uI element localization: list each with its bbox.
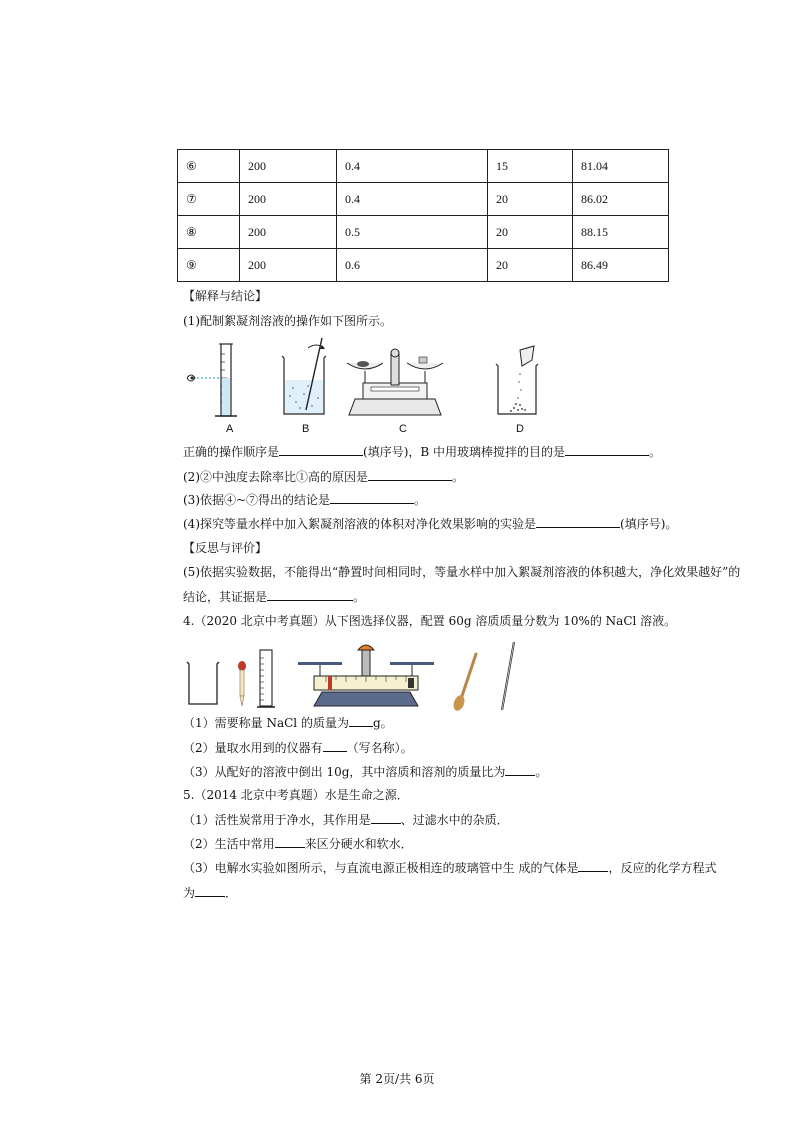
figure-label-b: B [302, 423, 310, 435]
p5-q3-text-b: ，反应的化学方程式 [608, 861, 717, 875]
p4-q3-blank [505, 763, 535, 776]
table-cell: 0.4 [337, 183, 488, 216]
section-heading-reflection: 【反思与评价】 [183, 541, 268, 555]
table-cell: ⑧ [178, 216, 240, 249]
p4-q3-text-a: （3）从配好的溶液中倒出 10g，其中溶质和溶剂的质量比为 [183, 765, 506, 779]
table-cell: 0.4 [337, 150, 488, 183]
p4-q1-line [183, 714, 393, 731]
table-cell: 200 [240, 249, 337, 282]
q5-blank [267, 588, 353, 601]
q5-text-b: 。 [353, 590, 366, 604]
instrument-graduated-cylinder [256, 648, 276, 710]
p5-q1-blank [371, 811, 401, 824]
table-row [178, 249, 669, 282]
q1-text-b: (填序号)，B 中用玻璃棒搅拌的目的是 [363, 445, 566, 459]
table-cell: 0.5 [337, 216, 488, 249]
table-cell: 86.49 [573, 249, 669, 282]
figure-b-beaker-stirring [278, 336, 338, 420]
q5-line2 [183, 588, 365, 605]
q1-text-a: 正确的操作顺序是 [183, 445, 280, 459]
table-row [178, 183, 669, 216]
table-cell: 86.02 [573, 183, 669, 216]
q3-blank [330, 491, 414, 504]
p4-q1-blank [349, 714, 373, 727]
q2-text-b: 。 [452, 470, 465, 484]
figure-label-d: D [516, 423, 524, 435]
p5-q1-text-b: 、过滤水中的杂质． [400, 813, 509, 827]
table-cell: 0.6 [337, 249, 488, 282]
p4-q1-text-b: g。 [372, 716, 393, 730]
q1-order-line [183, 443, 661, 460]
table-cell: 20 [488, 183, 573, 216]
q4-text-b: (填序号)。 [620, 517, 678, 531]
p4-q3-line [183, 763, 547, 780]
section-heading-conclusion: 【解释与结论】 [183, 289, 268, 303]
table-cell: 15 [488, 150, 573, 183]
table-cell: 20 [488, 249, 573, 282]
table-cell: 200 [240, 183, 337, 216]
q2-blank [368, 468, 452, 481]
p5-q3-text-d: ． [225, 886, 238, 900]
p4-q2-text-a: （2）量取水用到的仪器有 [183, 741, 323, 755]
figure-d-beaker-pouring [492, 344, 542, 420]
instrument-beaker [185, 660, 221, 706]
table-row [178, 150, 669, 183]
figure-label-c: C [399, 423, 407, 435]
p5-q1-line [183, 811, 509, 828]
instrument-glass-rod [498, 640, 518, 712]
table-cell: 81.04 [573, 150, 669, 183]
instrument-balance [296, 640, 436, 710]
p4-q1-text-a: （1）需要称量 NaCl 的质量为 [183, 716, 349, 730]
problem4-title: 4.（2020 北京中考真题）从下图选择仪器，配置 60g 溶质质量分数为 10%的 NaCl 溶液。 [183, 614, 677, 628]
p5-q2-text-b: 来区分硬水和软水． [304, 837, 413, 851]
figure-label-a: A [226, 423, 234, 435]
q2-line [183, 468, 464, 485]
table-row [178, 216, 669, 249]
problem5-title: 5.（2014 北京中考真题）水是生命之源． [183, 788, 409, 802]
p5-q3-text-c: 为 [183, 886, 196, 900]
q5-line1: (5)依据实验数据，不能得出“静置时间相同时，等量水样中加入絮凝剂溶液的体积越大，净化效果越好”的 [183, 565, 741, 579]
p4-q3-text-b: 。 [535, 765, 548, 779]
p4-q2-blank [323, 739, 347, 752]
q5-text-a: 结论，其证据是 [183, 590, 268, 604]
data-table [177, 149, 669, 282]
p5-q3-line [183, 859, 716, 876]
p5-q3-text-a: （3）电解水实验如图所示，与直流电源正极相连的玻璃管中生 成的气体是 [183, 861, 579, 875]
p5-q3-blank2 [195, 884, 225, 897]
q1-intro: (1)配制絮凝剂溶液的操作如下图所示。 [183, 314, 392, 328]
q4-line [183, 515, 677, 532]
figure-a-cylinder [185, 340, 245, 420]
instrument-dropper [234, 660, 250, 708]
p5-q3-blank [578, 859, 608, 872]
table-cell: 88.15 [573, 216, 669, 249]
instrument-spoon [452, 652, 482, 712]
p5-q3-line2 [183, 884, 237, 901]
q4-blank [536, 515, 620, 528]
q1-blank-order [279, 443, 363, 456]
q2-text-a: (2)②中浊度去除率比①高的原因是 [183, 470, 368, 484]
table-cell: 20 [488, 216, 573, 249]
table-cell: 200 [240, 150, 337, 183]
q1-text-c: 。 [649, 445, 662, 459]
p5-q2-blank [275, 835, 305, 848]
page-footer: 第 2页/共 6页 [359, 1072, 435, 1086]
q3-line [183, 491, 426, 508]
p5-q1-text-a: （1）活性炭常用于净水，其作用是 [183, 813, 371, 827]
p4-q2-line [183, 739, 413, 756]
p5-q2-line [183, 835, 413, 852]
table-cell: 200 [240, 216, 337, 249]
figure-c-balance [343, 345, 447, 419]
q3-text-b: 。 [414, 493, 427, 507]
q4-text-a: (4)探究等量水样中加入絮凝剂溶液的体积对净化效果影响的实验是 [183, 517, 537, 531]
p5-q2-text-a: （2）生活中常用 [183, 837, 275, 851]
p4-q2-text-b: （写名称）。 [346, 741, 413, 755]
q1-blank-purpose [565, 443, 649, 456]
q3-text-a: (3)依据④~⑦得出的结论是 [183, 493, 331, 507]
table-cell: ⑥ [178, 150, 240, 183]
table-cell: ⑦ [178, 183, 240, 216]
table-cell: ⑨ [178, 249, 240, 282]
